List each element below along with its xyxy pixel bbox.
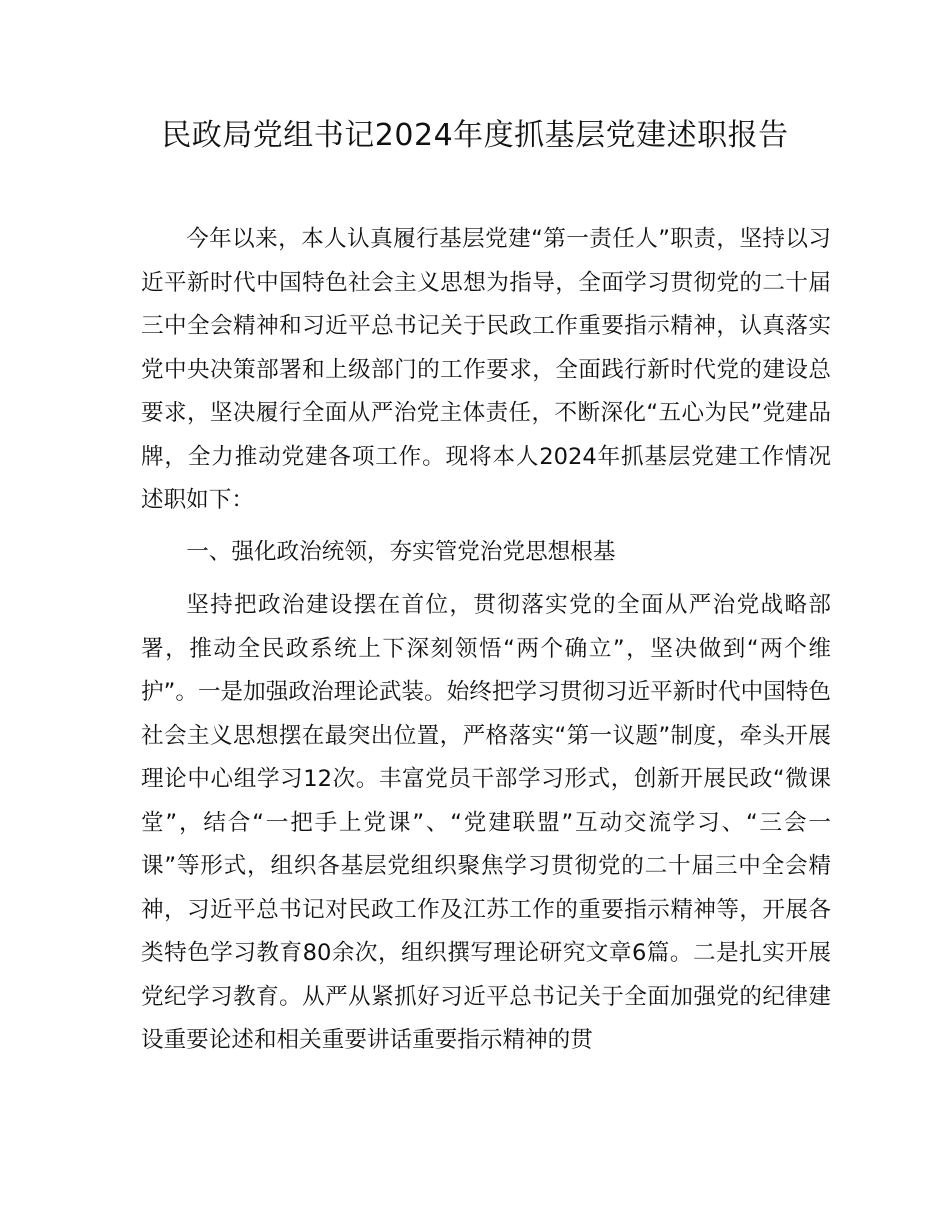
intro-paragraph: 今年以来，本人认真履行基层党建“第一责任人”职责，坚持以习近平新时代中国特色社会主义思想为指导，全面学习贯彻党的二十届三中全会精神和习近平总书记关于民政工作重要指示精神，认真落实党中央决策部署和上级部门的工作要求，全面践行新时代党的建设总要求，坚决履行全面从严治党主体责任，不断深化“五心为民”党建品牌，全力推动党建各项工作。现将本人2024年抓基层党建工作情况述职如下： <box>141 226 831 513</box>
document-title: 民政局党组书记2024年度抓基层党建述职报告 <box>161 118 789 153</box>
section-heading: 一、强化政治统领，夯实管党治党思想根基 <box>186 538 616 565</box>
document-body <box>141 218 831 1071</box>
section-paragraph: 坚持把政治建设摆在首位，贯彻落实党的全面从严治党战略部署，推动全民政系统上下深刻领悟“两个确立”，坚决做到“两个维护”。一是加强政治理论武装。始终把学习贯彻习近平新时代中国特色社会主义思想摆在最突出位置，严格落实“第一议题”制度，牵头开展理论中心组学习12次。丰富党员干部学习形式，创新开展民政“微课堂”，结合“一把手上党课”、“党建联盟”互动交流学习、“三会一课”等形式，组织各基层党组织聚焦学习贯彻党的二十届三中全会精神，习近平总书记对民政工作及江苏工作的重要指示精神等，开展各类特色学习教育80余次，组织撰写理论研究文章6篇。二是扎实开展党纪学习教育。从严从紧抓好习近平总书记关于全面加强党的纪律建设重要论述和相关重要讲话重要指示精神的贯 <box>141 592 831 1053</box>
